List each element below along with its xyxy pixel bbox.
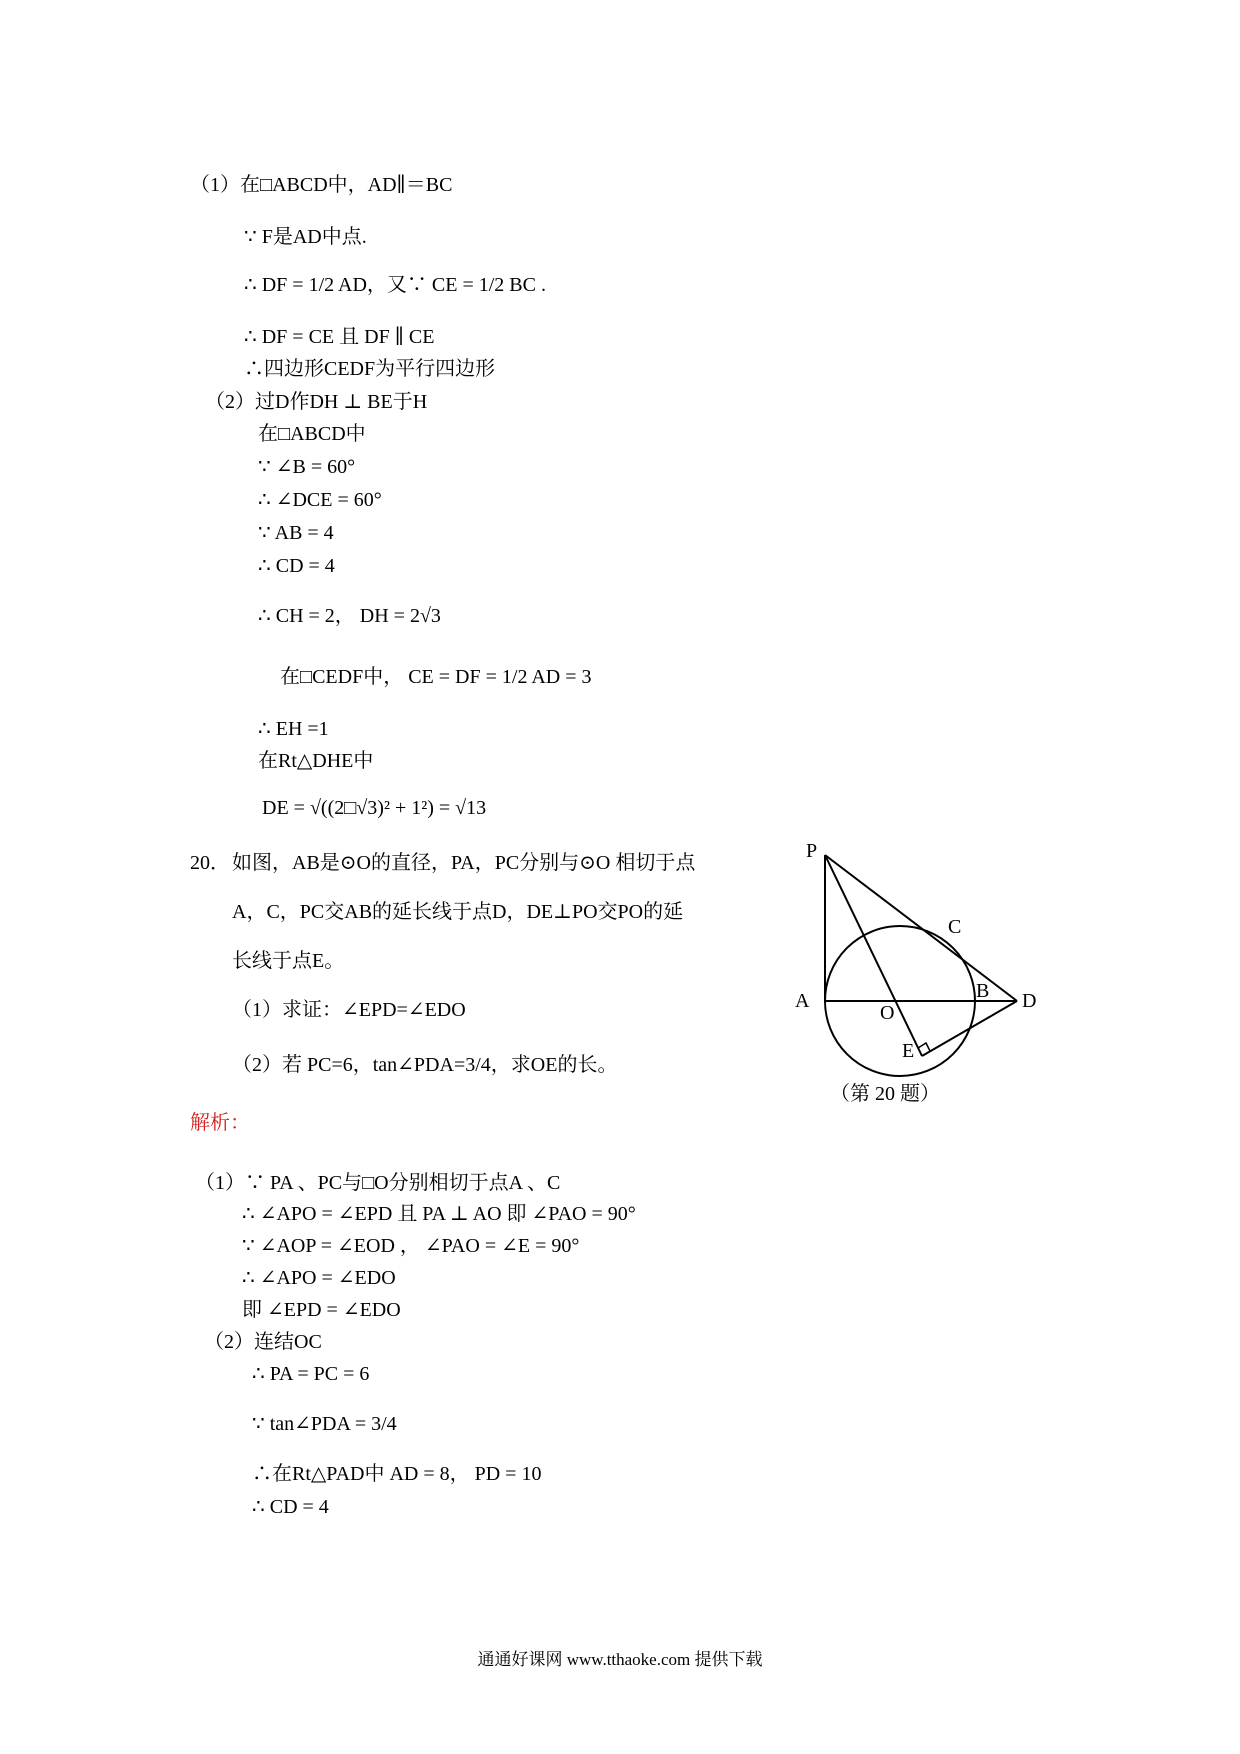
label-e: E [902, 1040, 915, 1062]
problem-line-1: 如图，AB是⊙O的直径，PA，PC分别与⊙O 相切于点 [232, 852, 696, 874]
p2-line-2: 在□ABCD中 [258, 423, 366, 445]
label-a: A [795, 990, 810, 1012]
p1-line-1: （1）在□ABCD中，AD∥＝BC [190, 174, 453, 196]
p2-line-8: 在□CEDF中， CE = DF = 1/2 AD = 3 [280, 666, 592, 688]
p1-line-5: ∴四边形CEDF为平行四边形 [244, 358, 496, 380]
s2-line-2: ∴ PA = PC = 6 [252, 1363, 370, 1385]
p2-line-4: ∴ ∠DCE = 60° [258, 489, 382, 511]
problem-line-4: （1）求证：∠EPD=∠EDO [232, 999, 466, 1021]
problem-line-3: 长线于点E。 [232, 950, 345, 972]
s1-line-2: ∴ ∠APO = ∠EPD 且 PA ⊥ AO 即 ∠PAO = 90° [242, 1203, 636, 1225]
label-c: C [948, 916, 962, 938]
figure-caption: （第 20 题） [830, 1083, 940, 1105]
s2-line-5: ∴ CD = 4 [252, 1496, 329, 1518]
label-d: D [1022, 990, 1037, 1012]
p2-line-1: （2）过D作DH ⊥ BE于H [205, 391, 428, 413]
p2-line-6: ∴ CD = 4 [258, 555, 335, 577]
p2-line-11: DE = √((2□√3)² + 1²) = √13 [262, 797, 487, 819]
problem-line-2: A，C，PC交AB的延长线于点D，DE⊥PO交PO的延 [232, 901, 684, 923]
p2-line-3: ∵ ∠B = 60° [258, 456, 356, 478]
s1-line-4: ∴ ∠APO = ∠EDO [242, 1267, 396, 1289]
s1-line-5: 即 ∠EPD = ∠EDO [242, 1299, 401, 1321]
s2-line-3: ∵ tan∠PDA = 3/4 [252, 1413, 397, 1435]
geometry-figure [790, 835, 1050, 1115]
p1-line-4: ∴ DF = CE 且 DF ∥ CE [244, 326, 435, 348]
s2-line-1: （2）连结OC [204, 1331, 322, 1353]
footer-text: 通通好课网 www.tthaoke.com 提供下载 [477, 1650, 763, 1669]
problem-line-5: （2）若 PC=6，tan∠PDA=3/4，求OE的长。 [232, 1054, 618, 1076]
p1-line-2: ∵ F是AD中点. [244, 226, 367, 248]
problem-number: 20． [190, 852, 230, 874]
p2-line-10: 在Rt△DHE中 [258, 750, 374, 772]
label-b: B [976, 980, 990, 1002]
label-p: P [806, 840, 818, 862]
p2-line-7: ∴ CH = 2， DH = 2√3 [258, 605, 441, 627]
p2-line-9: ∴ EH =1 [258, 718, 329, 740]
segment-ed [922, 1001, 1017, 1056]
s2-line-4: ∴在Rt△PAD中 AD = 8， PD = 10 [252, 1463, 542, 1485]
analysis-label: 解析： [190, 1112, 250, 1134]
p1-line-3: ∴ DF = 1/2 AD，又∵ CE = 1/2 BC . [244, 274, 546, 296]
p2-line-5: ∵ AB = 4 [258, 522, 334, 544]
s1-line-3: ∵ ∠AOP = ∠EOD ， ∠PAO = ∠E = 90° [242, 1235, 580, 1257]
s1-line-1: （1）∵ PA 、PC与□O分别相切于点A 、C [195, 1172, 561, 1194]
label-o: O [880, 1002, 895, 1024]
